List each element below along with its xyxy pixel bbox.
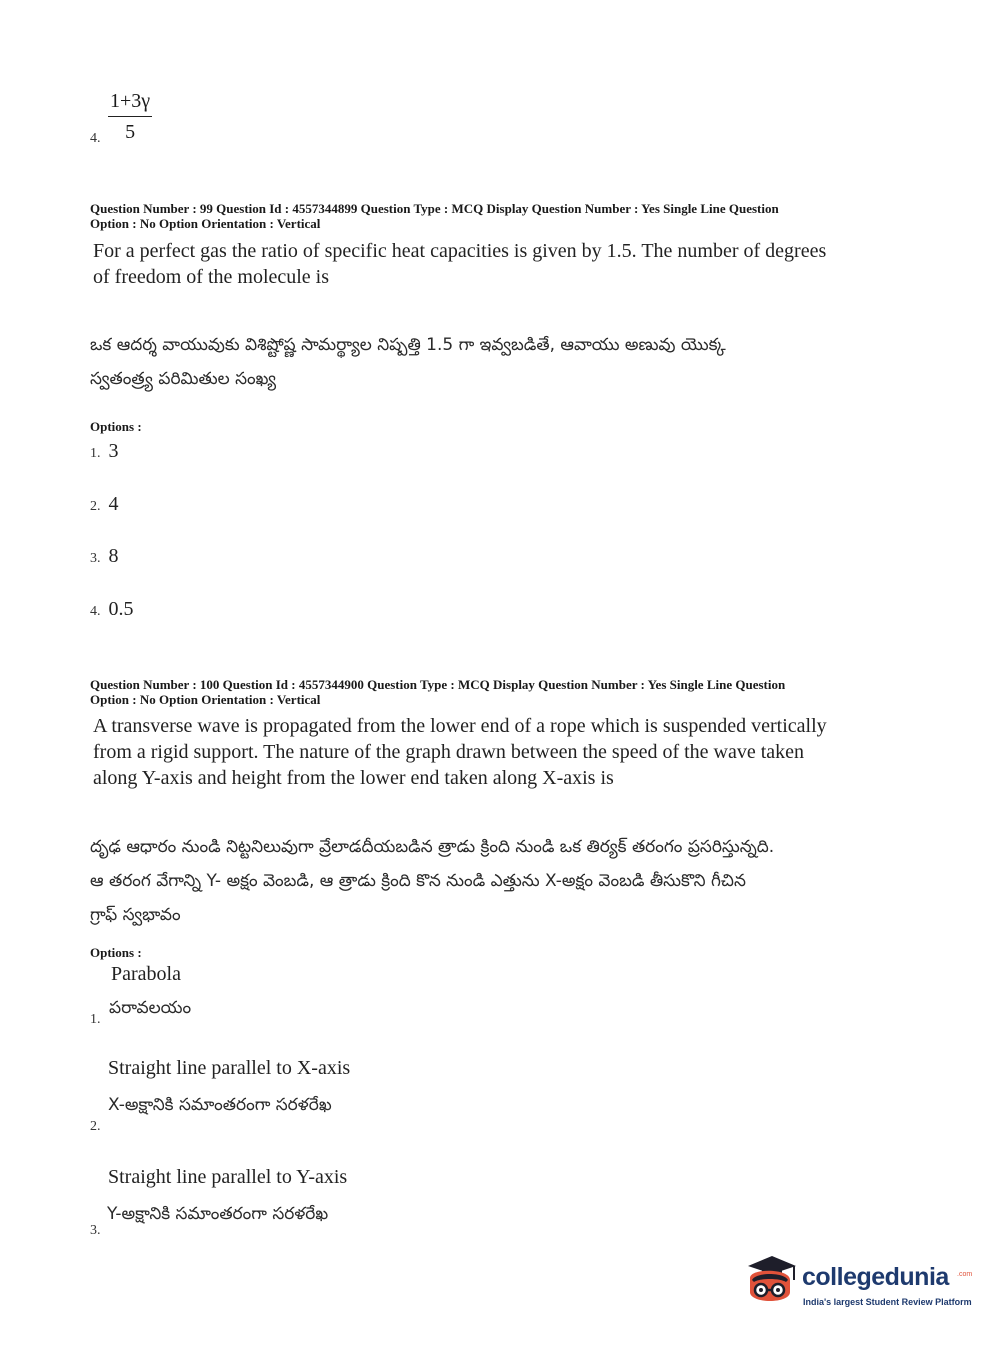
option-value: 8 [108, 545, 119, 567]
q99-option-3[interactable] [90, 545, 119, 568]
prev-option4-number: 4. [90, 131, 101, 146]
option-number: 1. [90, 1012, 101, 1027]
option-value: 4 [108, 493, 119, 515]
option-number: 3. [90, 551, 101, 566]
q99-text-en-line1: For a perfect gas the ratio of specific heat capacities is given by 1.5. The number of degrees [93, 240, 827, 262]
q99-options-label: Options : [90, 419, 142, 434]
option-text-telugu: పరావలయం [109, 998, 192, 1018]
q99-question-text-telugu [90, 328, 870, 396]
q100-meta-line1: Question Number : 100 Question Id : 4557344900 Question Type : MCQ Display Question Number : Yes Single Line Question [90, 677, 786, 692]
option-number: 3. [90, 1223, 101, 1238]
q99-text-te-line1: ఒక ఆదర్శ వాయువుకు విశిష్టోష్ణ సామర్థ్యాల నిష్పత్తి 1.5 గా ఇవ్వబడితే, ఆవాయు అణువు యొక్క [90, 335, 726, 355]
q100-options-label: Options : [90, 945, 142, 960]
q100-question-text-telugu [90, 830, 880, 932]
option-text-english: Parabola [111, 963, 181, 985]
option-number: 2. [90, 499, 101, 514]
q100-option-3[interactable] [90, 1166, 490, 1246]
q100-text-en-line3: along Y-axis and height from the lower end taken along X-axis is [93, 767, 614, 789]
q100-text-te-line3: గ్రాఫ్ స్వభావం [90, 905, 181, 925]
q99-option-2[interactable] [90, 493, 119, 516]
q100-option-2[interactable] [90, 1057, 490, 1137]
q99-meta-line2: Option : No Option Orientation : Vertical [90, 216, 321, 231]
option-text-telugu: Y-అక్షానికి సమాంతరంగా సరళరేఖ [107, 1204, 329, 1224]
q100-meta [90, 677, 890, 707]
q100-question-text-english [93, 713, 873, 791]
q99-meta-line1: Question Number : 99 Question Id : 4557344899 Question Type : MCQ Display Question Number : Yes Single Line Question [90, 201, 779, 216]
collegedunia-brand-suffix: .com [957, 1271, 973, 1278]
q99-text-en-line2: of freedom of the molecule is [93, 266, 330, 288]
prev-option4-fraction [108, 90, 152, 144]
q99-question-text-english [93, 238, 873, 290]
q100-text-en-line1: A transverse wave is propagated from the lower end of a rope which is suspended vertically [93, 715, 827, 737]
q99-option-1[interactable] [90, 440, 119, 463]
q100-text-te-line2: ఆ తరంగ వేగాన్ని Y- అక్షం వెంబడి, ఆ త్రాడు క్రింది కొన నుండి ఎత్తును X-అక్షం వెంబడి తీసుకొని గీచిన [90, 871, 746, 891]
option-value: 0.5 [108, 598, 134, 620]
fraction-denominator: 5 [125, 121, 136, 143]
q100-meta-line2: Option : No Option Orientation : Vertical [90, 692, 321, 707]
collegedunia-logo-icon [742, 1252, 800, 1312]
q100-option-1[interactable] [90, 962, 490, 1032]
option-number: 4. [90, 604, 101, 619]
collegedunia-tagline: India's largest Student Review Platform [803, 1297, 972, 1307]
option-text-english: Straight line parallel to Y-axis [108, 1166, 348, 1188]
q100-text-te-line1: దృఢ ఆధారం నుండి నిట్టనిలువుగా వ్రేలాడదీయబడిన త్రాడు క్రింది నుండి ఒక తిర్యక్ తరంగం ప్రసరిస్తున్నది. [90, 837, 775, 857]
option-text-english: Straight line parallel to X-axis [108, 1057, 351, 1079]
option-number: 2. [90, 1119, 101, 1134]
q99-meta [90, 201, 890, 231]
option-number: 1. [90, 446, 101, 461]
q99-option-4[interactable] [90, 598, 134, 621]
fraction-numerator: 1+3γ [108, 90, 152, 117]
q100-text-en-line2: from a rigid support. The nature of the graph drawn between the speed of the wave taken [93, 741, 805, 763]
option-value: 3 [108, 440, 119, 462]
q99-text-te-line2: స్వతంత్ర్య పరిమితుల సంఖ్య [90, 369, 277, 389]
collegedunia-brand-name: collegedunia [802, 1263, 949, 1291]
option-text-telugu: X-అక్షానికి సమాంతరంగా సరళరేఖ [108, 1095, 332, 1115]
